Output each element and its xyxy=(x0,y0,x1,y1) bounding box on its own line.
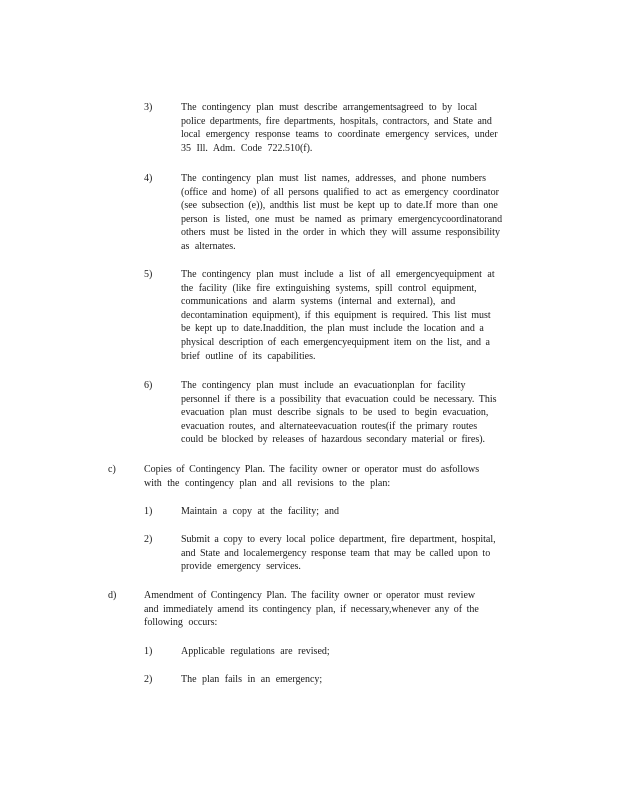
text-line: personnel if there is a possibility that evacuation could be necessary. This xyxy=(181,393,497,405)
item-number: 6) xyxy=(144,380,153,391)
text-line: with the contingency plan and all revisions to the plan: xyxy=(144,477,391,489)
item-number: 2) xyxy=(144,534,153,545)
text-line: following occurs: xyxy=(144,617,218,629)
text-line: the facility (like fire extinguishing systems, spill control equipment, xyxy=(181,282,477,294)
item-text xyxy=(181,172,502,254)
item-number: 3) xyxy=(144,102,153,113)
item-text xyxy=(181,533,496,574)
section-text xyxy=(144,463,479,490)
text-line: Submit a copy to every local police department, fire department, hospital, xyxy=(181,534,496,545)
text-line: (see subsection (e)), andthis list must be kept up to date.If more than one xyxy=(181,200,498,212)
text-line: evacuation routes, and alternateevacuation routes(if the primary routes xyxy=(181,420,478,432)
text-line: Amendment of Contingency Plan. The facility owner or operator must review xyxy=(144,590,476,601)
section-letter: d) xyxy=(108,590,117,601)
text-line: person is listed, one must be named as primary emergencycoordinatorand xyxy=(181,213,503,225)
text-line: police departments, fire departments, hospitals, contractors, and State and xyxy=(181,115,492,127)
item-text xyxy=(181,379,497,447)
text-line: and immediately amend its contingency plan, if necessary,whenever any of the xyxy=(144,603,479,615)
item-text xyxy=(181,268,495,363)
text-line: communications and alarm systems (internal and external), and xyxy=(181,296,456,308)
text-line: The plan fails in an emergency; xyxy=(181,674,323,685)
text-line: others must be listed in the order in which they will assume responsibility xyxy=(181,227,500,239)
item-text xyxy=(181,673,322,687)
text-line: local emergency response teams to coordinate emergency services, under xyxy=(181,129,498,141)
item-number: 2) xyxy=(144,674,153,685)
text-line: The contingency plan must describe arrangementsagreed to by local xyxy=(181,102,478,113)
item-number: 1) xyxy=(144,506,153,517)
text-line: physical description of each emergencyequipment item on the list, and a xyxy=(181,336,490,348)
item-number: 5) xyxy=(144,269,153,280)
text-line: and State and localemergency response team that may be called upon to xyxy=(181,547,491,559)
text-line: as alternates. xyxy=(181,240,236,252)
item-text xyxy=(181,505,339,519)
text-line: 35 Ill. Adm. Code 722.510(f). xyxy=(181,142,313,154)
text-line: Copies of Contingency Plan. The facility owner or operator must do asfollows xyxy=(144,464,480,475)
text-line: provide emergency services. xyxy=(181,561,301,573)
text-line: Applicable regulations are revised; xyxy=(181,646,330,657)
section-letter: c) xyxy=(108,464,116,475)
text-line: decontamination equipment), if this equipment is required. This list must xyxy=(181,309,491,321)
section-text xyxy=(144,589,479,630)
item-text xyxy=(181,645,330,659)
text-line: evacuation plan must describe signals to be used to begin evacuation, xyxy=(181,407,489,419)
text-line: be kept up to date.Inaddition, the plan must include the location and a xyxy=(181,323,484,335)
text-line: (office and home) of all persons qualified to act as emergency coordinator xyxy=(181,186,499,198)
text-line: The contingency plan must include an evacuationplan for facility xyxy=(181,380,466,391)
text-line: could be blocked by releases of hazardous secondary material or fires). xyxy=(181,434,486,446)
item-text xyxy=(181,101,498,155)
text-line: brief outline of its capabilities. xyxy=(181,350,316,362)
text-line: The contingency plan must include a list of all emergencyequipment at xyxy=(181,269,495,280)
item-number: 1) xyxy=(144,646,153,657)
item-number: 4) xyxy=(144,173,153,184)
text-line: Maintain a copy at the facility; and xyxy=(181,506,339,517)
text-line: The contingency plan must list names, addresses, and phone numbers xyxy=(181,173,486,184)
